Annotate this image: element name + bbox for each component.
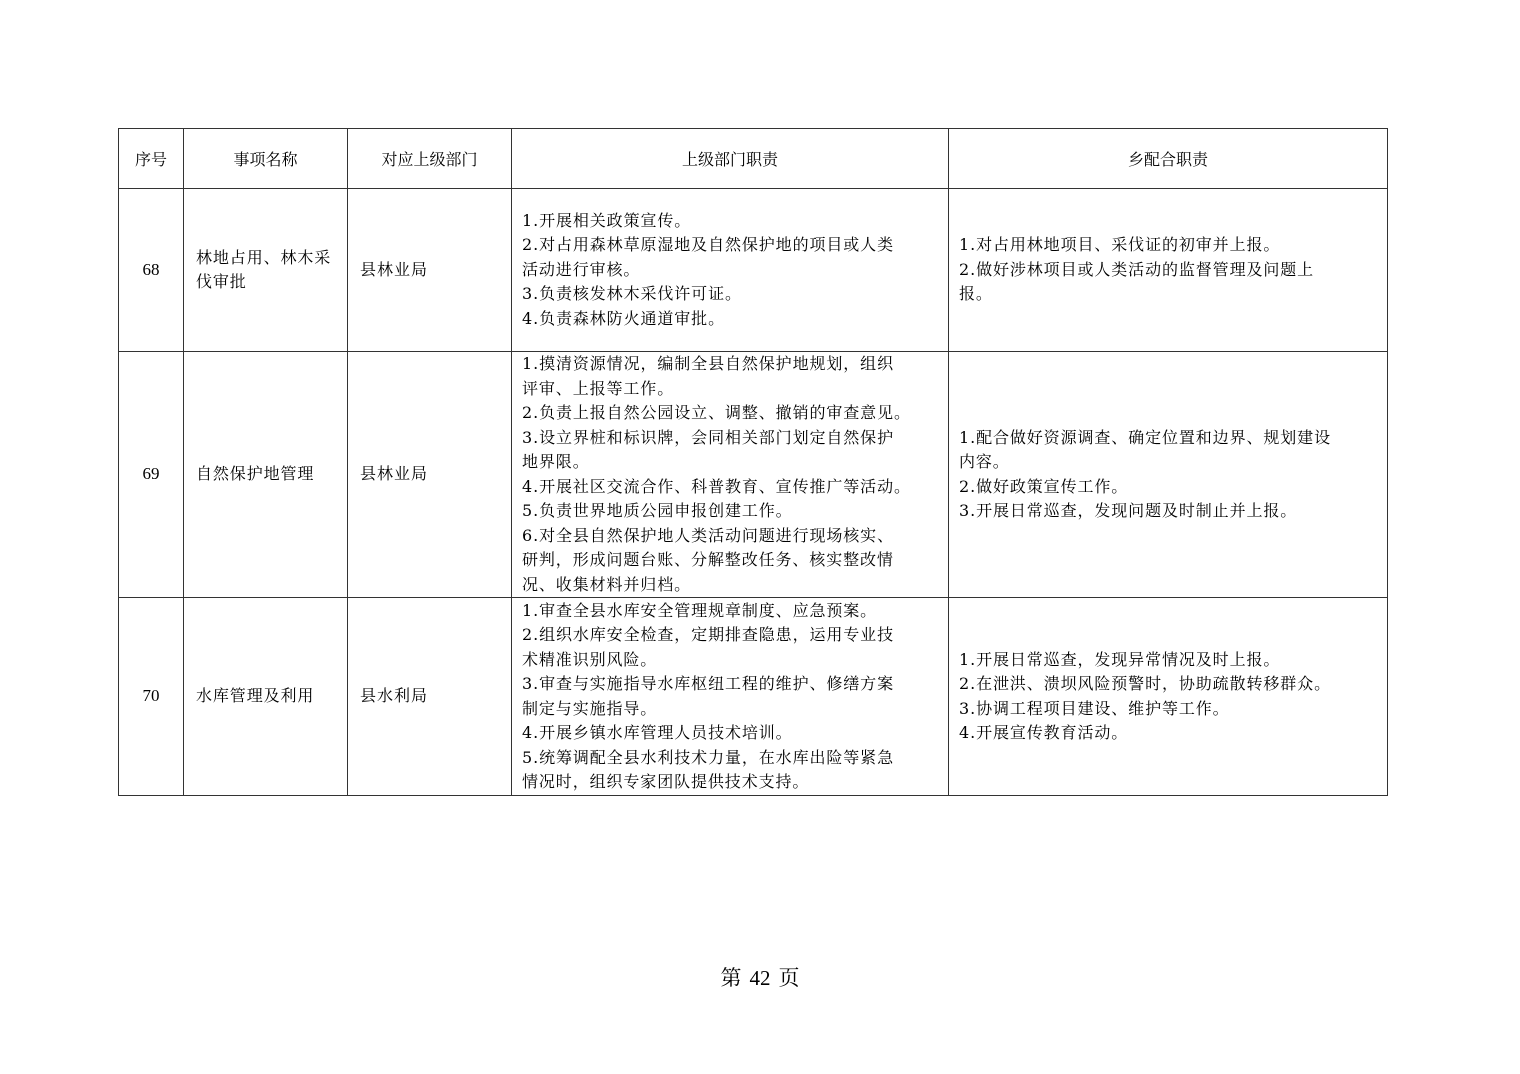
- duty-line: 4.开展宣传教育活动。: [959, 723, 1129, 742]
- item-name: [184, 352, 348, 598]
- page-prefix: 第: [720, 966, 742, 990]
- item-name-line: 自然保护地管理: [196, 464, 315, 484]
- header-upper-duty: 上级部门职责: [512, 129, 949, 189]
- duty-line: 术精准识别风险。: [522, 649, 658, 669]
- duty-line: 1.对占用林地项目、采伐证的初审并上报。: [959, 235, 1281, 255]
- duty-line: 1.配合做好资源调查、确定位置和边界、规划建设: [959, 427, 1331, 447]
- table-header-row: [119, 129, 1388, 189]
- item-name: [184, 189, 348, 352]
- duty-line: 2.负责上报自然公园设立、调整、撤销的审查意见。: [522, 403, 911, 422]
- upper-dept: 县林业局: [348, 352, 512, 598]
- duty-line: 1.开展日常巡查，发现异常情况及时上报。: [959, 649, 1281, 669]
- duty-line: 内容。: [959, 452, 1010, 471]
- upper-duty: [512, 352, 949, 598]
- page-number: 42: [749, 966, 771, 990]
- upper-duty: [512, 598, 949, 796]
- town-duty: [949, 598, 1388, 796]
- responsibility-table: [118, 128, 1388, 796]
- page-number-footer: [0, 962, 1520, 992]
- item-name-line: 伐审批: [196, 272, 247, 291]
- duty-line: 1.摸清资源情况，编制全县自然保护地规划，组织: [522, 354, 894, 373]
- duty-line: 研判，形成问题台账、分解整改任务、核实整改情: [522, 550, 894, 569]
- header-item-name: 事项名称: [184, 129, 348, 189]
- item-name-line: 林地占用、林木采: [196, 247, 332, 267]
- duty-line: 报。: [959, 284, 993, 304]
- duty-line: 2.对占用森林草原湿地及自然保护地的项目或人类: [522, 235, 894, 255]
- item-name: [184, 598, 348, 796]
- upper-duty: [512, 189, 949, 352]
- header-upper-dept: 对应上级部门: [348, 129, 512, 189]
- header-no: 序号: [119, 129, 184, 189]
- duty-line: 2.组织水库安全检查，定期排查隐患，运用专业技: [522, 625, 894, 644]
- duty-line: 4.开展乡镇水库管理人员技术培训。: [522, 723, 793, 742]
- table-row: [119, 352, 1388, 598]
- duty-line: 制定与实施指导。: [522, 698, 658, 718]
- row-number: 68: [119, 189, 184, 352]
- duty-line: 3.开展日常巡查，发现问题及时制止并上报。: [959, 501, 1298, 520]
- duty-line: 2.做好涉林项目或人类活动的监督管理及问题上: [959, 259, 1315, 279]
- duty-line: 6.对全县自然保护地人类活动问题进行现场核实、: [522, 525, 894, 545]
- duty-line: 2.在泄洪、溃坝风险预警时，协助疏散转移群众。: [959, 674, 1331, 693]
- duty-line: 1.开展相关政策宣传。: [522, 210, 692, 230]
- duty-line: 3.设立界桩和标识牌，会同相关部门划定自然保护: [522, 427, 894, 447]
- duty-line: 4.开展社区交流合作、科普教育、宣传推广等活动。: [522, 476, 911, 496]
- duty-line: 情况时，组织专家团队提供技术支持。: [522, 772, 810, 791]
- town-duty: [949, 189, 1388, 352]
- duty-line: 3.协调工程项目建设、维护等工作。: [959, 698, 1230, 718]
- duty-line: 5.负责世界地质公园申报创建工作。: [522, 501, 793, 520]
- upper-dept: 县林业局: [348, 189, 512, 352]
- duty-line: 评审、上报等工作。: [522, 378, 675, 398]
- duty-line: 况、收集材料并归档。: [522, 574, 692, 594]
- duty-line: 3.审查与实施指导水库枢纽工程的维护、修缮方案: [522, 674, 894, 693]
- duty-line: 3.负责核发林木采伐许可证。: [522, 284, 742, 304]
- upper-dept: 县水利局: [348, 598, 512, 796]
- duty-line: 地界限。: [522, 452, 590, 471]
- duty-line: 活动进行审核。: [522, 259, 641, 279]
- duty-line: 1.审查全县水库安全管理规章制度、应急预案。: [522, 600, 878, 620]
- duty-line: 2.做好政策宣传工作。: [959, 476, 1129, 496]
- row-number: 70: [119, 598, 184, 796]
- table-row: [119, 598, 1388, 796]
- item-name-line: 水库管理及利用: [196, 686, 315, 706]
- row-number: 69: [119, 352, 184, 598]
- page-suffix: 页: [778, 966, 800, 990]
- duty-line: 4.负责森林防火通道审批。: [522, 308, 725, 328]
- duty-line: 5.统筹调配全县水利技术力量，在水库出险等紧急: [522, 747, 894, 767]
- table-row: [119, 189, 1388, 352]
- header-town-duty: 乡配合职责: [949, 129, 1388, 189]
- town-duty: [949, 352, 1388, 598]
